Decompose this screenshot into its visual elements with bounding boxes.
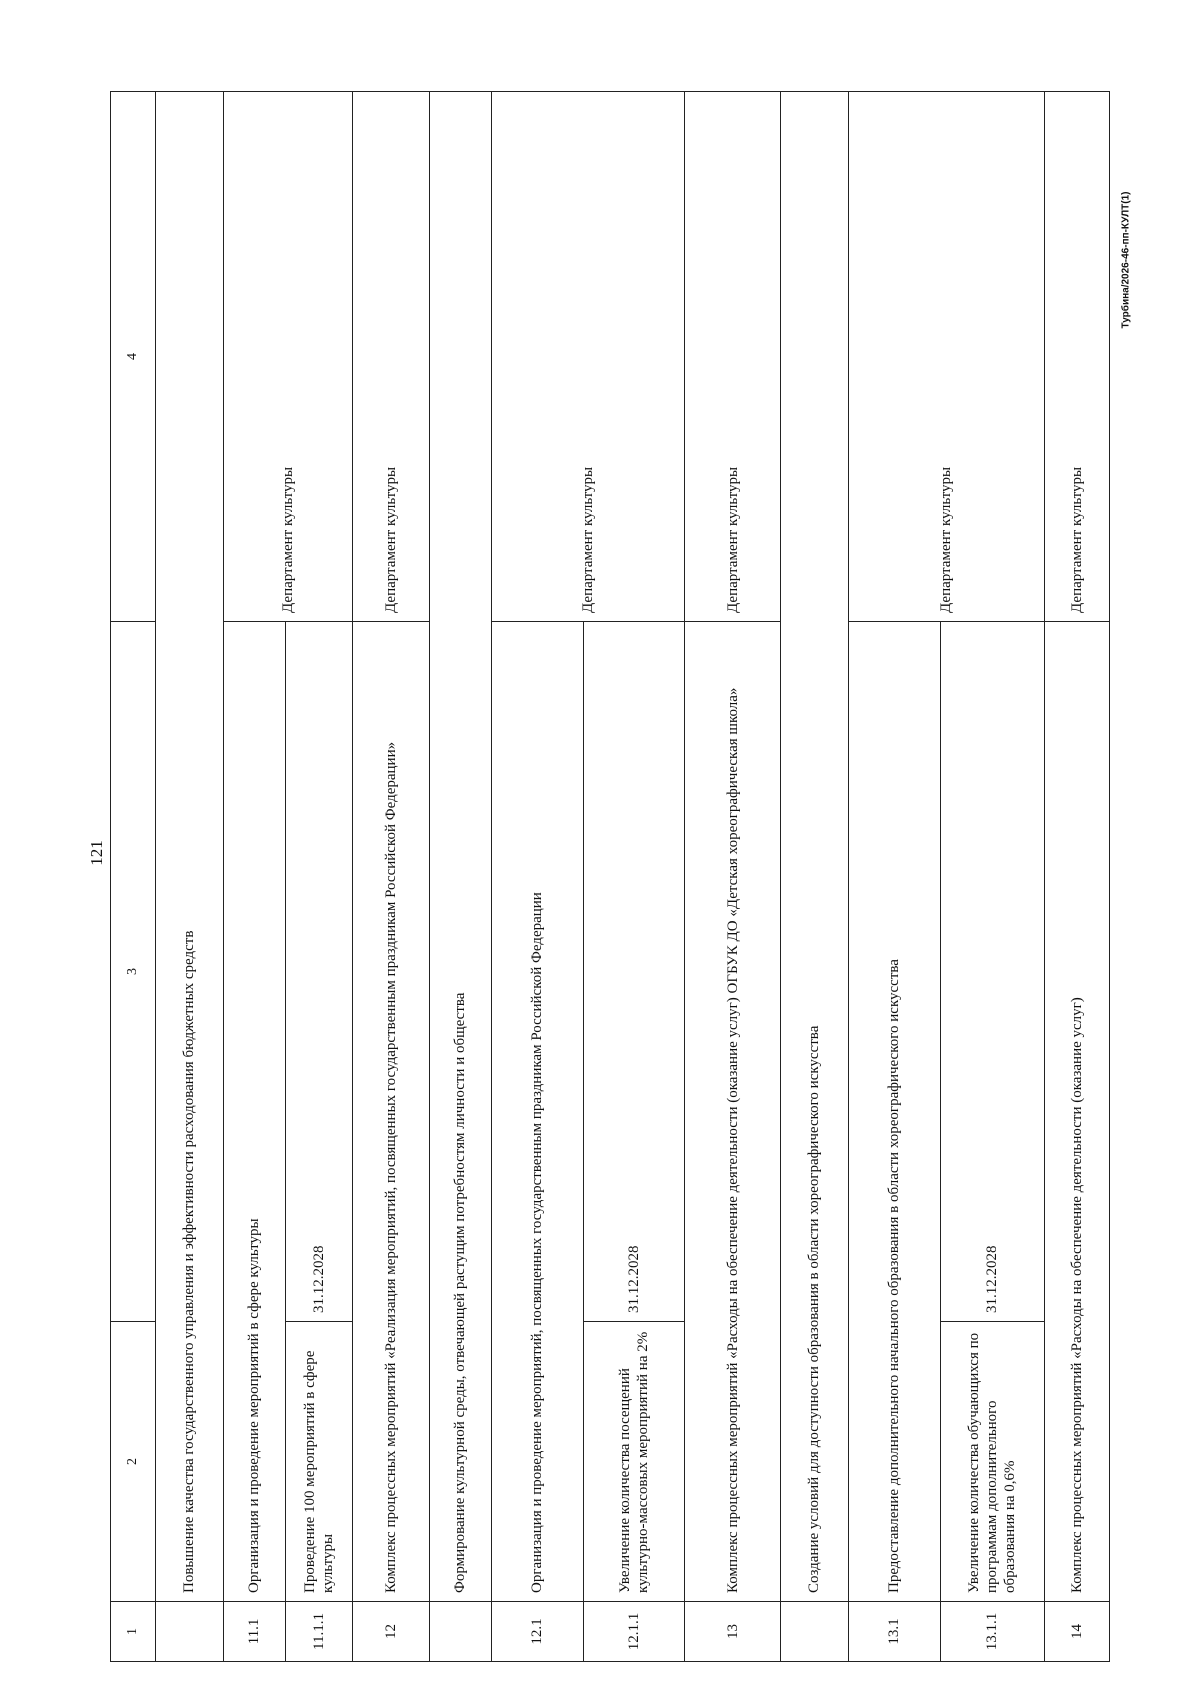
responsible-cell: Департамент культуры — [491, 92, 685, 622]
data-table — [110, 91, 1110, 1662]
num-cell: 13.1.1 — [940, 1602, 1044, 1662]
text-cell: Предоставление дополнительного начального образования в области хореографического искусства — [848, 622, 940, 1602]
table-row — [491, 92, 583, 1662]
table-row — [156, 92, 224, 1662]
header-cell: 1 — [111, 1602, 156, 1662]
text-cell: Организация и проведение мероприятий в сфере культуры — [223, 622, 285, 1602]
date-cell: 31.12.2028 — [583, 622, 684, 1322]
table-row — [848, 92, 940, 1662]
num-cell: 12.1.1 — [583, 1602, 684, 1662]
text-cell: Увеличение количества посещений культурно-массовых мероприятий на 2% — [583, 1322, 684, 1602]
num-cell — [429, 1602, 491, 1662]
num-cell — [781, 1602, 849, 1662]
num-cell: 13 — [685, 1602, 781, 1662]
header-cell: 3 — [111, 622, 156, 1322]
text-cell: Проведение 100 мероприятий в сфере культуры — [285, 1322, 353, 1602]
table-row — [781, 92, 849, 1662]
num-cell: 11.1 — [223, 1602, 285, 1662]
responsible-cell: Департамент культуры — [848, 92, 1044, 622]
num-cell — [156, 1602, 224, 1662]
num-cell: 11.1.1 — [285, 1602, 353, 1662]
text-cell: Комплекс процессных мероприятий «Расходы на обеспечение деятельности (оказание услуг) — [1044, 622, 1109, 1602]
text-cell: Организация и проведение мероприятий, посвященных государственным праздникам Российской Федерации — [491, 622, 583, 1602]
num-cell: 13.1 — [848, 1602, 940, 1662]
responsible-cell: Департамент культуры — [353, 92, 430, 622]
header-cell: 2 — [111, 1322, 156, 1602]
date-cell: 31.12.2028 — [285, 622, 353, 1322]
table-row — [429, 92, 491, 1662]
table-row — [685, 92, 781, 1662]
table-row — [223, 92, 285, 1662]
header-cell: 4 — [111, 92, 156, 622]
section-cell: Создание условий для доступности образования в области хореографического искусства — [781, 92, 849, 1602]
section-cell: Формирование культурной среды, отвечающей растущим потребностям личности и общества — [429, 92, 491, 1602]
text-cell: Комплекс процессных мероприятий «Расходы на обеспечение деятельности (оказание услуг) ОГБУК ДО «Детская хореографическая школа» — [685, 622, 781, 1602]
num-cell: 12 — [353, 1602, 430, 1662]
num-cell: 14 — [1044, 1602, 1109, 1662]
responsible-cell: Департамент культуры — [685, 92, 781, 622]
responsible-cell: Департамент культуры — [223, 92, 353, 622]
document-code: Турбина/2026-46-пп-КУЛТ(1) — [1120, 191, 1132, 329]
num-cell: 12.1 — [491, 1602, 583, 1662]
text-cell: Увеличение количества обучающихся по программам дополнительного образования на 0,6% — [940, 1322, 1044, 1602]
page-number: 121 — [87, 840, 106, 866]
rotated-table-wrapper — [110, 92, 1110, 1662]
text-cell: Комплекс процессных мероприятий «Реализация мероприятий, посвященных государственным праздникам Российской Федерации» — [353, 622, 430, 1602]
table-header-row — [111, 92, 156, 1662]
responsible-cell: Департамент культуры — [1044, 92, 1109, 622]
table-row — [353, 92, 430, 1662]
date-cell: 31.12.2028 — [940, 622, 1044, 1322]
table-row — [1044, 92, 1109, 1662]
section-cell: Повышение качества государственного управления и эффективности расходования бюджетных средств — [156, 92, 224, 1602]
